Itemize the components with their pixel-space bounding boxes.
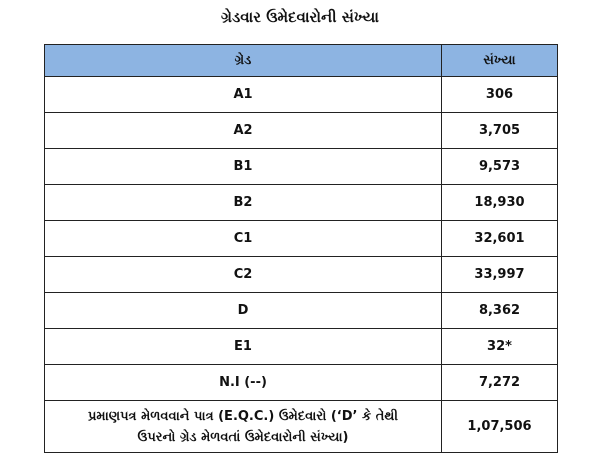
grade-cell: E1 (45, 329, 442, 365)
grade-count-table (44, 44, 558, 453)
total-label-cell (45, 401, 442, 453)
grade-cell: A1 (45, 77, 442, 113)
count-cell: 18,930 (442, 185, 558, 221)
table-row (45, 221, 558, 257)
count-cell: 9,573 (442, 149, 558, 185)
count-cell: 306 (442, 77, 558, 113)
table-row (45, 329, 558, 365)
table-row (45, 365, 558, 401)
grade-cell: A2 (45, 113, 442, 149)
grade-cell: N.I (--) (45, 365, 442, 401)
count-cell: 3,705 (442, 113, 558, 149)
table-row (45, 149, 558, 185)
count-cell: 32* (442, 329, 558, 365)
table-header-row (45, 45, 558, 77)
page-title: ગ્રેડવાર ઉમેદવારોની સંખ્યા (221, 8, 379, 26)
grade-cell: D (45, 293, 442, 329)
count-column-header: સંખ્યા (442, 45, 558, 77)
grade-column-header: ગ્રેડ (45, 45, 442, 77)
table-row (45, 185, 558, 221)
table-row (45, 113, 558, 149)
count-cell: 8,362 (442, 293, 558, 329)
count-cell: 7,272 (442, 365, 558, 401)
grade-cell: B1 (45, 149, 442, 185)
table-row (45, 293, 558, 329)
grade-cell: C1 (45, 221, 442, 257)
grade-cell: B2 (45, 185, 442, 221)
table-row (45, 77, 558, 113)
count-cell: 33,997 (442, 257, 558, 293)
total-row (45, 401, 558, 453)
table-row (45, 257, 558, 293)
count-cell: 32,601 (442, 221, 558, 257)
total-label-line2: ઉપરનો ગ્રેડ મેળવતાં ઉમેદવારોની સંખ્યા) (137, 429, 349, 445)
grade-cell: C2 (45, 257, 442, 293)
total-value-cell: 1,07,506 (442, 401, 558, 453)
total-label-line1: પ્રમાણપત્ર મેળવવાને પાત્ર (E.Q.C.) ઉમેદવારો (‘D’ કે તેથી (87, 408, 399, 424)
